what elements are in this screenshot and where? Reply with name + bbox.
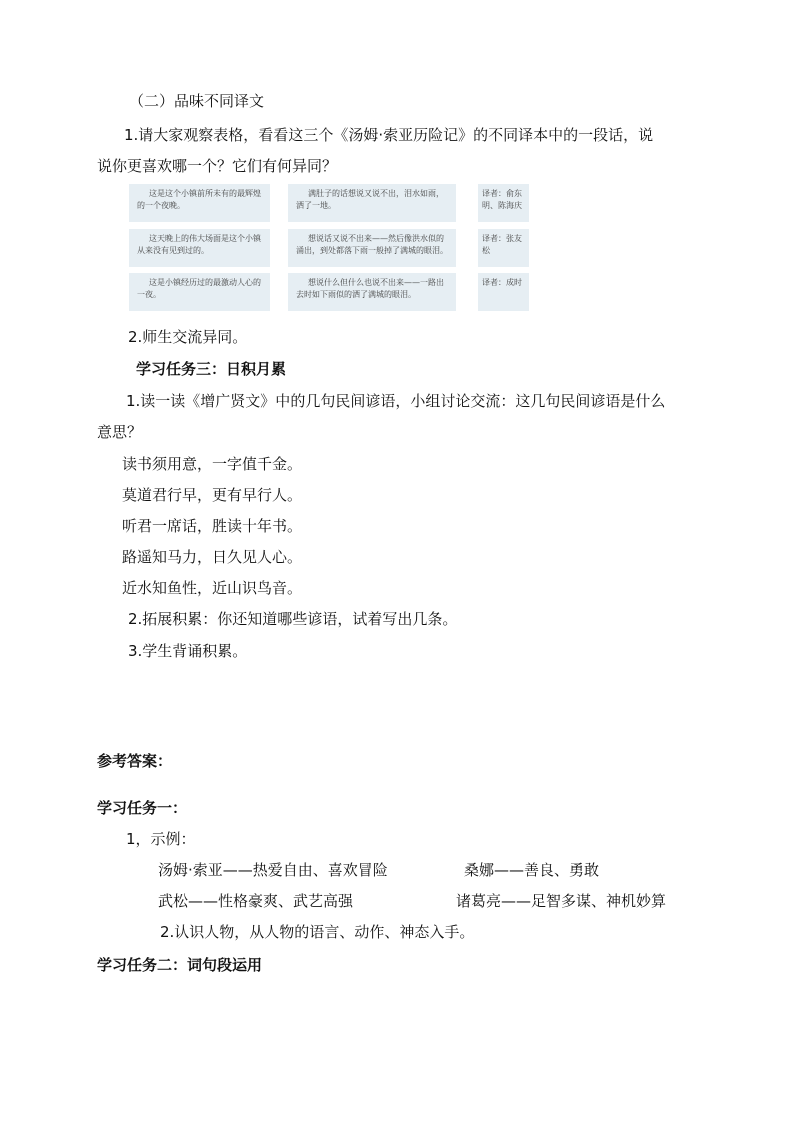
- task-3-heading: 学习任务三：日积月累: [136, 360, 287, 378]
- proverb-2: 莫道君行早，更有早行人。: [122, 486, 303, 504]
- proverb-3: 听君一席话，胜读十年书。: [122, 517, 303, 535]
- task-3-question-2: 2.拓展积累：你还知道哪些谚语，试着写出几条。: [128, 610, 458, 628]
- table-cell-r1-c3: 译者：俞东明、陈海庆: [478, 184, 529, 222]
- task-1-heading: 学习任务一：: [97, 799, 188, 817]
- answer-2: 2.认识人物，从人物的语言、动作、神态入手。: [160, 923, 475, 941]
- answers-heading: 参考答案：: [97, 752, 173, 770]
- section-heading: （二）品味不同译文: [129, 92, 265, 110]
- task-3-question-3: 3.学生背诵积累。: [128, 642, 248, 660]
- proverb-5: 近水知鱼性，近山识鸟音。: [122, 579, 303, 597]
- table-cell-r2-c3: 译者：张友松: [478, 229, 529, 267]
- question-1-line-2: 说你更喜欢哪一个？它们有何异同？: [97, 157, 338, 175]
- table-cell-r2-c2: 想说话又说不出来——然后像洪水似的涌出，到处都落下雨一般掉了满城的眼泪。: [288, 229, 456, 267]
- table-cell-r3-c3: 译者：成时: [478, 273, 529, 311]
- answer-1-label: 1，示例：: [126, 830, 196, 848]
- proverb-1: 读书须用意，一字值千金。: [122, 455, 303, 473]
- table-cell-r3-c2: 想说什么但什么也说不出来——一路出去时如下雨似的洒了满城的眼泪。: [288, 273, 456, 311]
- table-cell-r1-c2: 满肚子的话想说又说不出，泪水如雨，洒了一地。: [288, 184, 456, 222]
- task-2-heading: 学习任务二：词句段运用: [97, 956, 263, 974]
- task-3-question-1-line-2: 意思？: [97, 423, 143, 441]
- answer-1-example-1: 汤姆·索亚——热爱自由、喜欢冒险: [158, 861, 388, 879]
- answer-1-example-3: 武松——性格豪爽、武艺高强: [158, 892, 354, 910]
- table-cell-r1-c1: 这是这个小镇前所未有的最辉煌的一个夜晚。: [129, 184, 270, 222]
- table-cell-r2-c1: 这天晚上的伟大场面是这个小镇从来没有见到过的。: [129, 229, 270, 267]
- task-3-question-1-line-1: 1.读一读《增广贤文》中的几句民间谚语，小组讨论交流：这几句民间谚语是什么: [126, 392, 666, 410]
- table-cell-r3-c1: 这是小镇经历过的最激动人心的一夜。: [129, 273, 270, 311]
- question-1-line-1: 1.请大家观察表格，看看这三个《汤姆·索亚历险记》的不同译本中的一段话，说: [124, 126, 654, 144]
- answer-1-example-2: 桑娜——善良、勇敢: [464, 861, 600, 879]
- question-2: 2.师生交流异同。: [128, 328, 248, 346]
- proverb-4: 路遥知马力，日久见人心。: [122, 548, 303, 566]
- answer-1-example-4: 诸葛亮——足智多谋、神机妙算: [456, 892, 667, 910]
